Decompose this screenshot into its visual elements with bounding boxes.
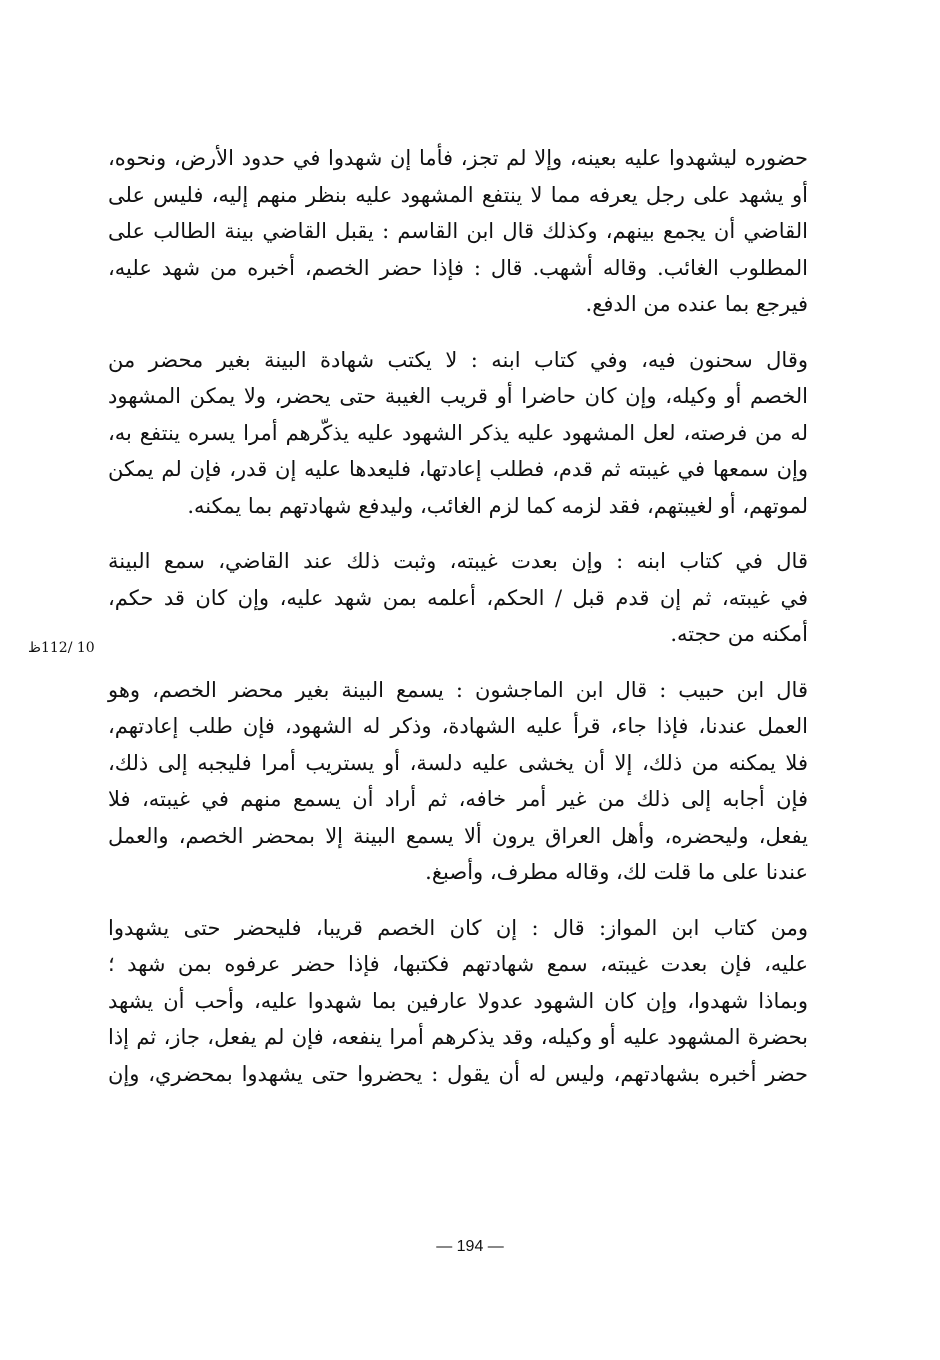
text-line: فيرجع بما عنده من الدفع. xyxy=(585,292,808,316)
text-line: قال في كتاب ابنه : وإن بعدت غيبته، وثبت ذلك عند القاضي، سمع البينة xyxy=(108,549,808,573)
text-line: فلا يمكنه من ذلك، إلا أن يخشى عليه دلسة، أو يستريب أمرا فليجبه إلى ذلك، xyxy=(108,750,808,775)
paragraph-3 xyxy=(108,543,808,653)
manuscript-folio-note: 10 /112ظ xyxy=(28,640,95,656)
body-text xyxy=(108,140,808,1111)
text-line: وإن سمعها في غيبته ثم قدم، فطلب إعادتها، فليعدها عليه إن قدر، فإن لم يمكن xyxy=(108,457,808,481)
text-line: العمل عندنا، فإذا جاء، قرأ عليه الشهادة، وذكر له الشهود، فإن طلب إعادتهم، xyxy=(108,714,808,738)
text-line: ومن كتاب ابن المواز: قال : إن كان الخصم قريبا، فليحضر حتى يشهدوا xyxy=(108,915,808,940)
text-line: له من فرصته، لعل المشهود عليه يذكر الشهود عليه يذكّرهم أمرا يسره ينتفع به، xyxy=(108,420,808,445)
text-line: عليه، فإن بعدت غيبته، سمع شهادتهم فكتبها، فإذا حضر عرفوه بمن شهد ؛ xyxy=(108,952,808,976)
text-line: الخصم أو وكيله، وإن كان حاضرا أو قريب الغيبة حتى يحضر، ولا يمكن المشهود xyxy=(108,384,808,408)
paragraph-2 xyxy=(108,342,808,525)
text-line: عندنا على ما قلت لك، وقاله مطرف، وأصبغ. xyxy=(425,860,808,884)
text-line: وقال سحنون فيه، وفي كتاب ابنه : لا يكتب شهادة البينة بغير محضر من xyxy=(108,347,808,372)
text-line: وبماذا شهدوا، وإن كان الشهود عدولا عارفين بما شهدوا عليه، وأحب أن يشهد xyxy=(108,988,808,1013)
text-line: لموتهم، أو لغيبتهم، فقد لزمه كما لزم الغائب، وليدفع شهادتهم بما يمكنه. xyxy=(187,493,808,518)
text-line: المطلوب الغائب. وقاله أشهب. قال : فإذا حضر الخصم، أخبره من شهد عليه، xyxy=(108,255,808,280)
text-line: فإن أجابه إلى ذلك من غير أمر خافه، ثم أراد أن يسمع منهم في غيبته، فلا xyxy=(108,787,808,811)
text-line: القاضي أن يجمع بينهم، وكذلك قال ابن القاسم : يقبل القاضي بينة الطالب على xyxy=(108,219,808,243)
text-line: أو يشهد على رجل يعرفه مما لا ينتفع المشهود عليه بنظر منهم إليه، فليس على xyxy=(108,182,808,207)
text-line: بحضرة المشهود عليه أو وكيله، وقد يذكرهم أمرا ينفعه، فإن لم يفعل، جاز، ثم إذا xyxy=(108,1025,808,1049)
text-line: أمكنه من حجته. xyxy=(670,622,808,646)
text-line: في غيبته، ثم إن قدم قبل / الحكم، أعلمه بمن شهد عليه، وإن كان قد حكم، xyxy=(108,585,808,610)
paragraph-4 xyxy=(108,672,808,891)
text-line: قال ابن حبيب : قال ابن الماجشون : يسمع البينة بغير محضر الخصم، وهو xyxy=(108,677,808,702)
text-line: يفعل، وليحضره، وأهل العراق يرون ألا يسمع البينة إلا بمحضر الخصم، والعمل xyxy=(108,823,808,848)
text-line: حضوره ليشهدوا عليه بعينه، وإلا لم تجز، فأما إن شهدوا في حدود الأرض، ونحوه، xyxy=(108,146,808,170)
page-number: — 194 — xyxy=(436,1238,504,1255)
text-line: حضر أخبره بشهادتهم، وليس له أن يقول : يحضروا حتى يشهدوا بمحضري، وإن xyxy=(108,1061,808,1086)
paragraph-1 xyxy=(108,140,808,323)
paragraph-5 xyxy=(108,910,808,1093)
